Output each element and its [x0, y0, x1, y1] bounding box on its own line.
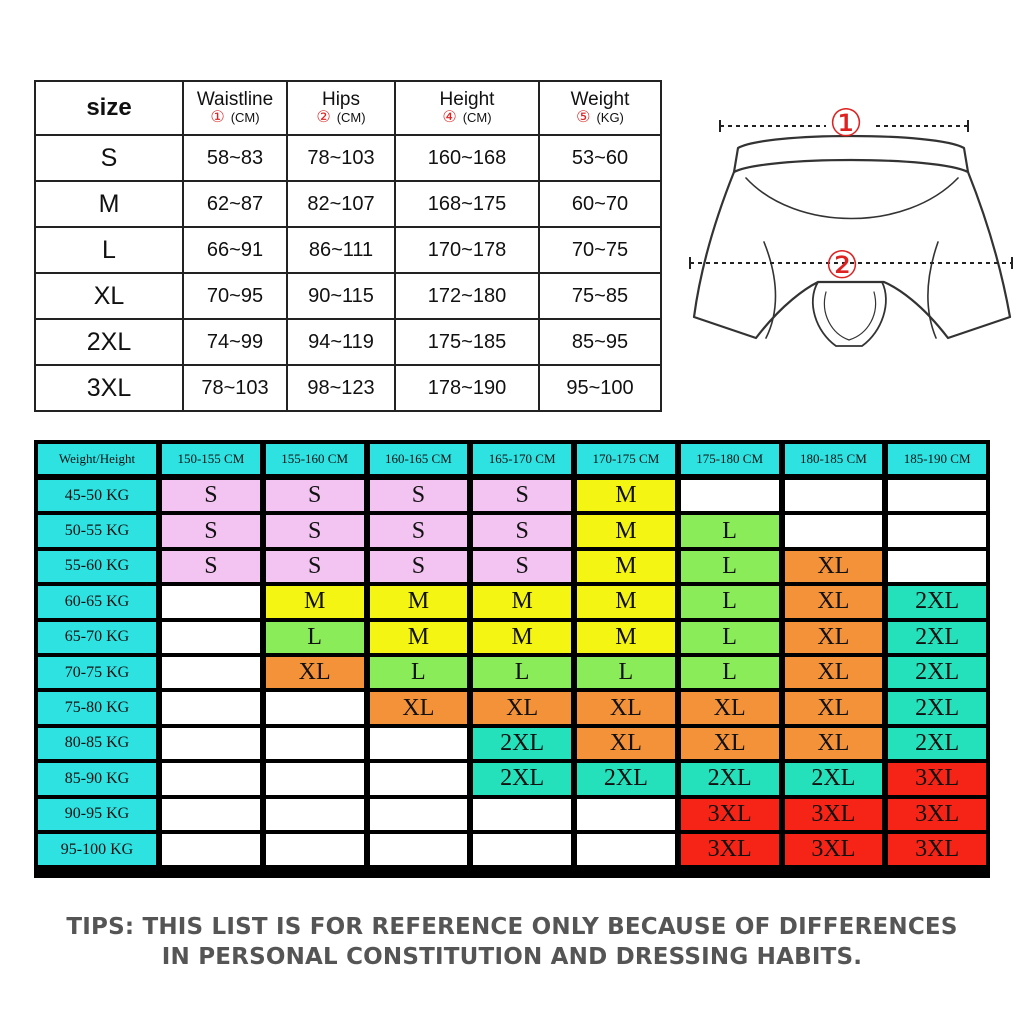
weight-row-header: 70-75 KG [38, 657, 156, 688]
height-header-label: Height [439, 88, 495, 110]
height-cell: 170~178 [395, 227, 539, 273]
size-cell: 2XL [473, 728, 571, 759]
size-cell: M [370, 622, 468, 653]
empty-cell [266, 763, 364, 794]
size-cell: L [370, 657, 468, 688]
size-header [35, 81, 183, 135]
empty-cell [266, 728, 364, 759]
empty-cell [370, 728, 468, 759]
weight-marker: ⑤ [576, 108, 591, 126]
empty-cell [681, 480, 779, 511]
weight-cell: 85~95 [539, 319, 661, 365]
waistline-cell: 74~99 [183, 319, 287, 365]
height-cell: 172~180 [395, 273, 539, 319]
size-cell: XL [785, 692, 883, 723]
size-cell: M [370, 586, 468, 617]
size-cell: 2XL [681, 763, 779, 794]
empty-cell [473, 799, 571, 830]
weight-height-size-chart [34, 440, 990, 878]
size-cell: L [681, 622, 779, 653]
hips-cell: 98~123 [287, 365, 395, 411]
height-marker: ④ [442, 108, 457, 126]
hips-header [287, 81, 395, 135]
weight-row-header: 50-55 KG [38, 515, 156, 546]
pad-inner-line [824, 292, 875, 340]
waistline-cell: 62~87 [183, 181, 287, 227]
size-cell: XL [370, 692, 468, 723]
weight-row-header: 45-50 KG [38, 480, 156, 511]
size-cell: XL [785, 622, 883, 653]
empty-cell [162, 728, 260, 759]
size-table-header-row [35, 81, 661, 135]
size-cell: S [370, 551, 468, 582]
height-cell: 178~190 [395, 365, 539, 411]
weight-row-header: 80-85 KG [38, 728, 156, 759]
size-header-label: size [86, 94, 132, 122]
tips-note [30, 912, 994, 972]
empty-cell [370, 799, 468, 830]
weight-row-header: 75-80 KG [38, 692, 156, 723]
size-cell: M [473, 622, 571, 653]
size-cell: 3XL [681, 799, 779, 830]
size-cell: 3XL [888, 763, 986, 794]
weight-row-header: 90-95 KG [38, 799, 156, 830]
size-cell: S [370, 480, 468, 511]
size-cell: 3XL [785, 799, 883, 830]
size-cell: L [35, 227, 183, 273]
size-cell: XL [266, 657, 364, 688]
left-side-seam [764, 242, 776, 338]
size-measurement-table [34, 80, 662, 412]
hip-marker: ② [824, 243, 860, 287]
height-cell: 168~175 [395, 181, 539, 227]
size-cell: 2XL [888, 657, 986, 688]
size-cell: S [162, 551, 260, 582]
size-cell: S [266, 480, 364, 511]
weight-cell: 60~70 [539, 181, 661, 227]
size-cell: L [681, 551, 779, 582]
size-cell: 2XL [888, 586, 986, 617]
height-header [395, 81, 539, 135]
size-cell: L [473, 657, 571, 688]
size-cell: XL [681, 692, 779, 723]
empty-cell [162, 834, 260, 865]
weight-cell: 75~85 [539, 273, 661, 319]
height-column-header: 180-185 CM [785, 444, 883, 474]
front-seam [746, 178, 958, 219]
size-cell: S [162, 515, 260, 546]
size-cell: 2XL [577, 763, 675, 794]
empty-cell [162, 586, 260, 617]
waistline-cell: 78~103 [183, 365, 287, 411]
empty-cell [888, 480, 986, 511]
size-cell: S [162, 480, 260, 511]
size-cell: XL [785, 657, 883, 688]
size-cell: M [266, 586, 364, 617]
size-cell: 2XL [785, 763, 883, 794]
empty-cell [162, 692, 260, 723]
empty-cell [888, 515, 986, 546]
weight-row-header: 65-70 KG [38, 622, 156, 653]
grid-corner-header: Weight/Height [38, 444, 156, 474]
waistline-header [183, 81, 287, 135]
size-cell: L [681, 657, 779, 688]
size-cell: 3XL [681, 834, 779, 865]
crotch-pad [813, 282, 886, 346]
size-cell: M [35, 181, 183, 227]
weight-cell: 70~75 [539, 227, 661, 273]
waistline-marker: ① [210, 108, 225, 126]
shorts-icon [686, 92, 1016, 382]
height-column-header: 170-175 CM [577, 444, 675, 474]
empty-cell [785, 515, 883, 546]
size-row-2xl [35, 319, 661, 365]
height-column-header: 150-155 CM [162, 444, 260, 474]
size-cell: M [577, 551, 675, 582]
size-cell: M [577, 622, 675, 653]
height-unit: (CM) [462, 109, 492, 125]
waistline-header-label: Waistline [196, 88, 274, 110]
height-column-header: 185-190 CM [888, 444, 986, 474]
waistline-cell: 66~91 [183, 227, 287, 273]
size-cell: XL [785, 586, 883, 617]
empty-cell [162, 657, 260, 688]
hips-cell: 94~119 [287, 319, 395, 365]
weight-row-header: 60-65 KG [38, 586, 156, 617]
size-cell: M [577, 515, 675, 546]
size-cell: 3XL [888, 834, 986, 865]
size-cell: S [35, 135, 183, 181]
size-cell: S [266, 515, 364, 546]
size-cell: M [473, 586, 571, 617]
waist-marker: ① [828, 101, 864, 145]
hips-cell: 86~111 [287, 227, 395, 273]
size-cell: S [473, 480, 571, 511]
size-cell: XL [35, 273, 183, 319]
size-cell: M [577, 586, 675, 617]
size-cell: L [577, 657, 675, 688]
height-cell: 175~185 [395, 319, 539, 365]
weight-unit: (KG) [596, 109, 624, 125]
hips-cell: 78~103 [287, 135, 395, 181]
empty-cell [370, 834, 468, 865]
size-row-3xl [35, 365, 661, 411]
height-column-header: 175-180 CM [681, 444, 779, 474]
weight-header [539, 81, 661, 135]
empty-cell [577, 834, 675, 865]
size-cell: L [681, 515, 779, 546]
size-cell: L [681, 586, 779, 617]
size-cell: M [577, 480, 675, 511]
hips-unit: (CM) [336, 109, 366, 125]
size-cell: XL [473, 692, 571, 723]
size-cell: 2XL [888, 622, 986, 653]
weight-header-label: Weight [570, 88, 630, 110]
empty-cell [162, 763, 260, 794]
tips-line-2: IN PERSONAL CONSTITUTION AND DRESSING HABITS. [161, 944, 863, 970]
waistline-cell: 70~95 [183, 273, 287, 319]
size-cell: 2XL [888, 692, 986, 723]
size-cell: S [266, 551, 364, 582]
empty-cell [162, 799, 260, 830]
tips-line-1: TIPS: THIS LIST IS FOR REFERENCE ONLY BECAUSE OF DIFFERENCES [66, 914, 958, 940]
empty-cell [888, 551, 986, 582]
size-row-s [35, 135, 661, 181]
size-cell: S [473, 515, 571, 546]
hips-header-label: Hips [321, 88, 360, 110]
size-row-xl [35, 273, 661, 319]
hips-cell: 90~115 [287, 273, 395, 319]
size-cell: 2XL [888, 728, 986, 759]
size-cell: XL [785, 728, 883, 759]
size-cell: S [473, 551, 571, 582]
empty-cell [473, 834, 571, 865]
empty-cell [162, 622, 260, 653]
empty-cell [266, 692, 364, 723]
size-cell: 3XL [888, 799, 986, 830]
hips-cell: 82~107 [287, 181, 395, 227]
empty-cell [577, 799, 675, 830]
size-cell: 2XL [35, 319, 183, 365]
hips-marker: ② [316, 108, 331, 126]
size-cell: 3XL [35, 365, 183, 411]
weight-cell: 95~100 [539, 365, 661, 411]
size-cell: L [266, 622, 364, 653]
size-cell: XL [785, 551, 883, 582]
empty-cell [785, 480, 883, 511]
size-cell: XL [577, 692, 675, 723]
weight-row-header: 85-90 KG [38, 763, 156, 794]
size-row-m [35, 181, 661, 227]
empty-cell [266, 834, 364, 865]
empty-cell [370, 763, 468, 794]
size-cell: XL [681, 728, 779, 759]
height-column-header: 165-170 CM [473, 444, 571, 474]
height-column-header: 155-160 CM [266, 444, 364, 474]
size-cell: 3XL [785, 834, 883, 865]
empty-cell [266, 799, 364, 830]
waistline-unit: (CM) [230, 109, 260, 125]
waistline-cell: 58~83 [183, 135, 287, 181]
size-cell: 2XL [473, 763, 571, 794]
size-row-l [35, 227, 661, 273]
height-cell: 160~168 [395, 135, 539, 181]
weight-row-header: 95-100 KG [38, 834, 156, 865]
weight-row-header: 55-60 KG [38, 551, 156, 582]
weight-cell: 53~60 [539, 135, 661, 181]
size-cell: S [370, 515, 468, 546]
height-column-header: 160-165 CM [370, 444, 468, 474]
size-cell: XL [577, 728, 675, 759]
